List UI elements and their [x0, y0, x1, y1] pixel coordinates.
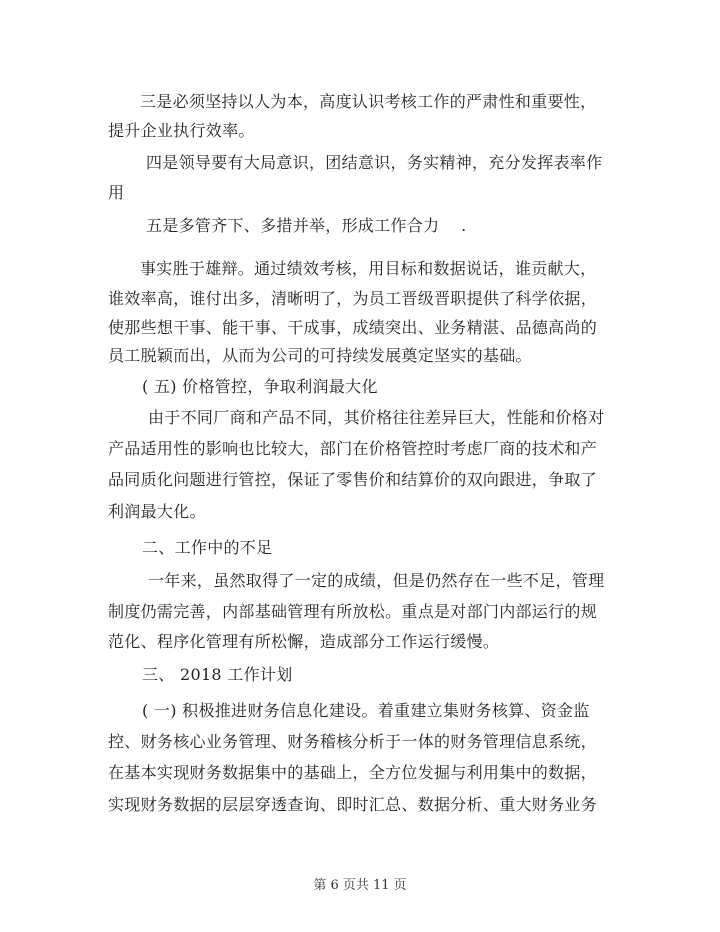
paragraph-line: 品同质化问题进行管控，保证了零售价和结算价的双向跟进，争取了: [108, 470, 598, 489]
paragraph-line: 在基本实现财务数据集中的基础上，全方位发掘与利用集中的数据，: [108, 763, 598, 782]
paragraph-line: 范化、程序化管理有所松懈，造成部分工作运行缓慢。: [108, 632, 500, 651]
paragraph-line: 一年来，虽然取得了一定的成绩，但是仍然存在一些不足，管理: [148, 571, 605, 590]
section-heading: ( 五) 价格管控，争取利润最大化: [142, 377, 378, 396]
paragraph-line: 谁效率高，谁付出多，清晰明了，为员工晋级晋职提供了科学依据，: [108, 289, 598, 308]
paragraph-line: 利润最大化。: [108, 502, 206, 521]
paragraph-line: 控、财务核心业务管理、财务稽核分析于一体的财务管理信息系统，: [108, 732, 598, 751]
paragraph-line: 使那些想干事、能干事、干成事，成绩突出、业务精湛、品德高尚的: [108, 318, 598, 337]
paragraph-line: 五是多管齐下、多措并举，形成工作合力 .: [146, 216, 467, 235]
paragraph-line: 三是必须坚持以人为本，高度认识考核工作的严肃性和重要性，: [140, 92, 597, 111]
paragraph-line: 产品适用性的影响也比较大，部门在价格管控时考虑厂商的技术和产: [108, 439, 598, 458]
paragraph-line: 用: [108, 183, 125, 202]
section-heading: 三、 2018 工作计划: [142, 665, 293, 684]
paragraph-line: 事实胜于雄辩。通过绩效考核，用目标和数据说话，谁贡献大，: [140, 259, 597, 278]
paragraph-line: 制度仍需完善，内部基础管理有所放松。重点是对部门内部运行的规: [108, 602, 598, 621]
paragraph-line: ( 一) 积极推进财务信息化建设。着重建立集财务核算、资金监: [142, 701, 590, 720]
paragraph-line: 由于不同厂商和产品不同，其价格往往差异巨大，性能和价格对: [148, 408, 605, 427]
paragraph-line: 四是领导要有大局意识，团结意识，务实精神，充分发挥表率作: [146, 153, 603, 172]
section-heading: 二、工作中的不足: [142, 538, 273, 557]
page-number-footer: 第 6 页共 11 页: [313, 878, 407, 893]
paragraph-line: 提升企业执行效率。: [108, 121, 255, 140]
paragraph-line: 实现财务数据的层层穿透查询、即时汇总、数据分析、重大财务业务: [108, 795, 598, 814]
paragraph-line: 员工脱颖而出，从而为公司的可持续发展奠定坚实的基础。: [108, 346, 532, 365]
